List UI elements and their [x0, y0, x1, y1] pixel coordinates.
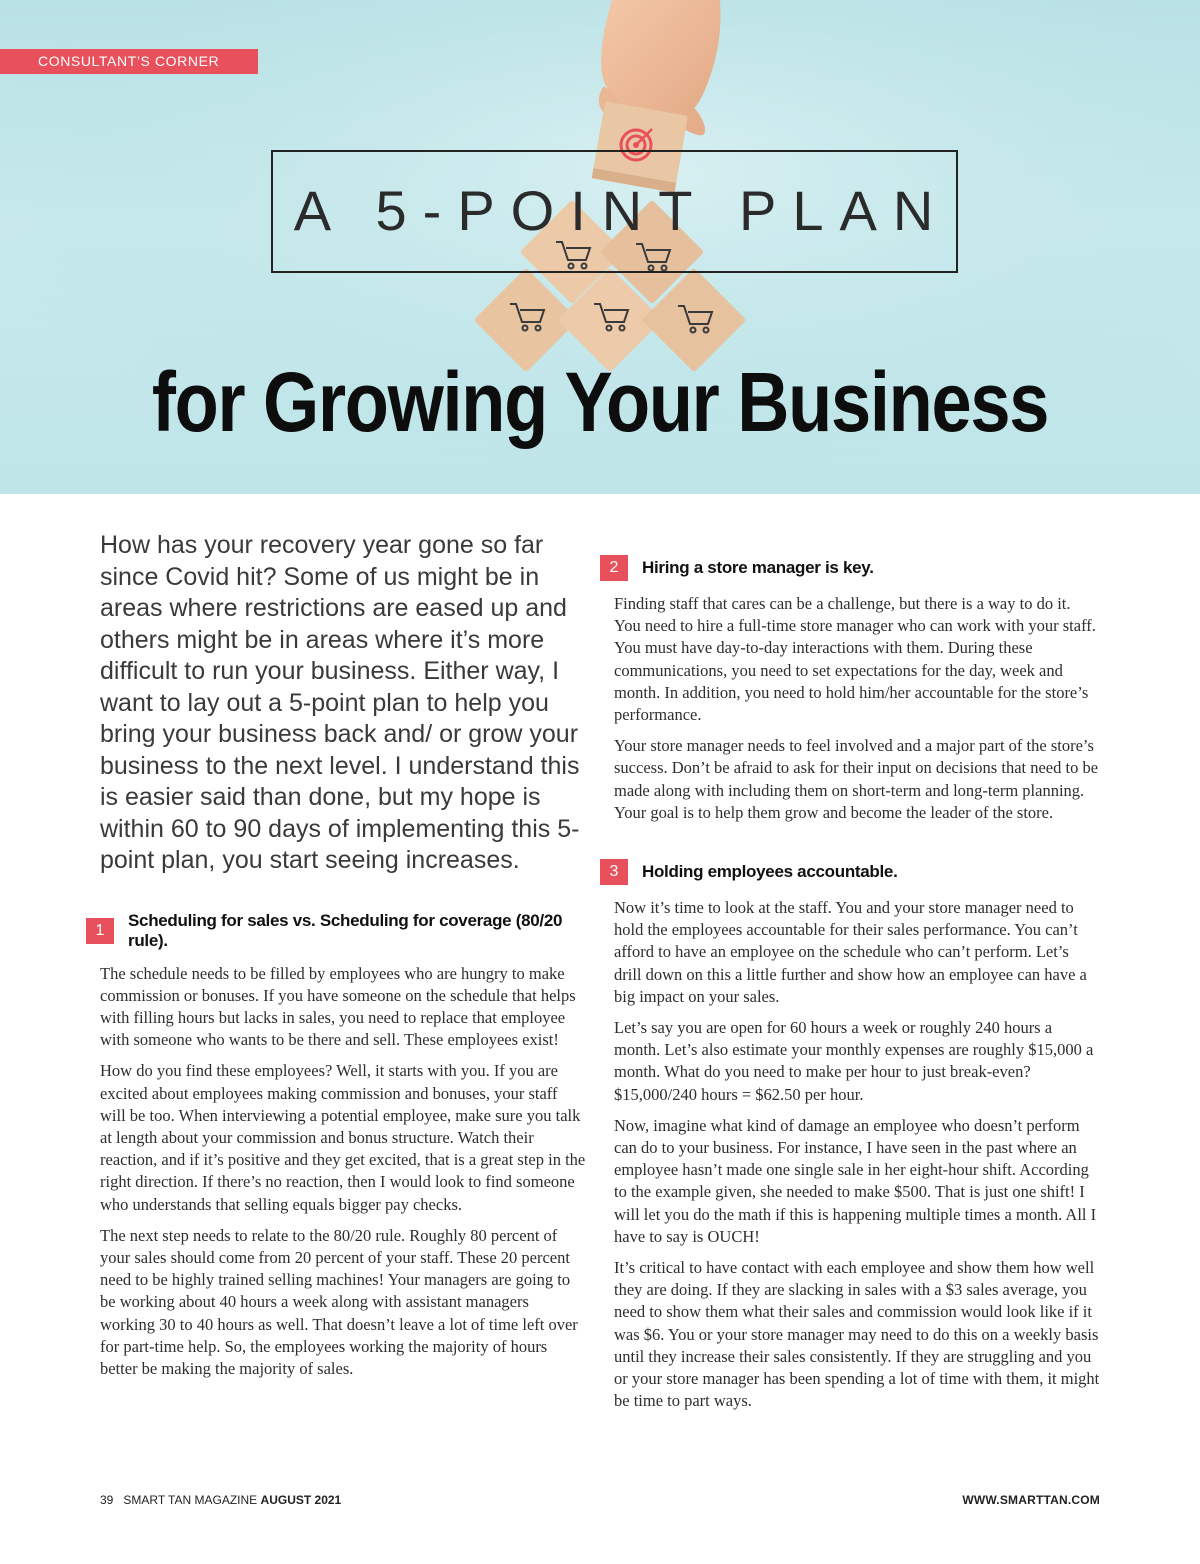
body-paragraph: Now it’s time to look at the staff. You and your store manager need to hold the employees accountable for their sales performance. You can’t afford to have an employee on the schedule who can’t perform. Let’s drill down on this a little further and show how an employee can have a big impact on your sales.	[614, 898, 1087, 1006]
body-paragraph: How do you find these employees? Well, it starts with you. If you are excited about employees making commission and bonuses, your staff will be too. When interviewing a potential employee, make sure you talk at length about your commission and bonus structure. Watch their reaction, and if it’s positive and they get excited, that is a great step in the right direction. If there’s no reaction, then I would look to find someone who understands that selling equals bigger pay checks.	[100, 1061, 586, 1214]
body-paragraph: Finding staff that cares can be a challenge, but there is a way to do it. You need to hire a full-time store manager who can work with your staff. You must have day-to-day interactions with them. During these communications, you need to set expectations for the day, week and month. In addition, you need to hold him/her accountable for the store’s performance.	[614, 594, 1096, 725]
body-paragraph: The schedule needs to be filled by employees who are hungry to make commission or bonuses. If you have someone on the schedule that helps with filling hours but lacks in sales, you need to replace that employee with someone who wants to be there and sell. These employees exist!	[100, 963, 576, 1050]
section-2	[609, 555, 1100, 824]
section-3	[609, 859, 1100, 1412]
section-tag	[0, 49, 258, 74]
section-number-badge: 3	[600, 859, 628, 885]
right-column	[609, 555, 1100, 1422]
page-title-line2: for Growing Your Business	[151, 355, 1049, 449]
body-paragraph: Let’s say you are open for 60 hours a week or roughly 240 hours a month. Let’s also estimate your monthly expenses are roughly $15,000 a month. What do you need to make per hour to just break-even? $15,000/240 hours = $62.50 per hour.	[614, 1018, 1094, 1104]
section-heading	[600, 555, 1100, 581]
section-heading	[86, 911, 586, 951]
footer-website[interactable]: WWW.SMARTTAN.COM	[962, 1493, 1100, 1507]
section-title: Holding employees accountable.	[642, 862, 898, 882]
section-1	[95, 910, 586, 1381]
section-title: Scheduling for sales vs. Scheduling for coverage (80/20 rule).	[128, 910, 563, 950]
issue-date: AUGUST 2021	[260, 1493, 342, 1507]
section-tag-label: CONSULTANT’S CORNER	[38, 53, 220, 69]
intro-paragraph: How has your recovery year gone so far since Covid hit? Some of us might be in areas where restrictions are eased up and others might be in areas where it’s more difficult to run your business. Either way, I want to lay out a 5-point plan to help you bring your business back and/ or grow your business to the next level. I understand this is easier said than done, but my hope is within 60 to 90 days of implementing this 5-point plan, you start seeing increases.	[100, 531, 580, 874]
page-title-line1: A 5-POINT PLAN	[293, 179, 950, 242]
section-number-badge: 2	[600, 555, 628, 581]
page-number: 39	[100, 1493, 114, 1507]
section-title: Hiring a store manager is key.	[642, 558, 874, 577]
body-paragraph: The next step needs to relate to the 80/20 rule. Roughly 80 percent of your sales should come from 20 percent of your staff. These 20 percent need to be highly trained selling machines! Your managers are going to be working about 40 hours a week along with assistant managers working 30 to 40 hours as well. That doesn’t leave a lot of time left over for part-time help. So, the employees working the majority of hours better be making the majority of sales.	[100, 1225, 578, 1378]
hero-banner	[0, 0, 1200, 494]
body-paragraph: Your store manager needs to feel involved and a major part of the store’s success. Don’t be afraid to ask for their input on decisions that need to be made along with including them on short-term and long-term planning. Your goal is to help them grow and become the leader of the store.	[614, 736, 1099, 822]
section-number-badge: 1	[86, 918, 114, 944]
body-paragraph: It’s critical to have contact with each employee and show them how well they are doing. If they are slacking in sales with a $3 sales average, you need to show them what their sales and commission would look like if it was $6. You or your store manager may need to do this on a weekly basis until they increase their sales consistently. If they are struggling and you or your store manager has been spending a lot of time with them, it might be time to part ways.	[614, 1258, 1100, 1411]
section-heading	[600, 859, 1100, 885]
left-column	[95, 530, 586, 1389]
footer-publication	[100, 1493, 341, 1507]
magazine-name: SMART TAN MAGAZINE	[123, 1493, 258, 1507]
body-paragraph: Now, imagine what kind of damage an employee who doesn’t perform can do to your business. For instance, I have seen in the past where an employee hasn’t made one single sale in her eight-hour shift. According to the example given, she needed to make $500. That is just one shift! I will let you do the math if this is happening multiple times a month. All I have to say is OUCH!	[614, 1115, 1097, 1246]
